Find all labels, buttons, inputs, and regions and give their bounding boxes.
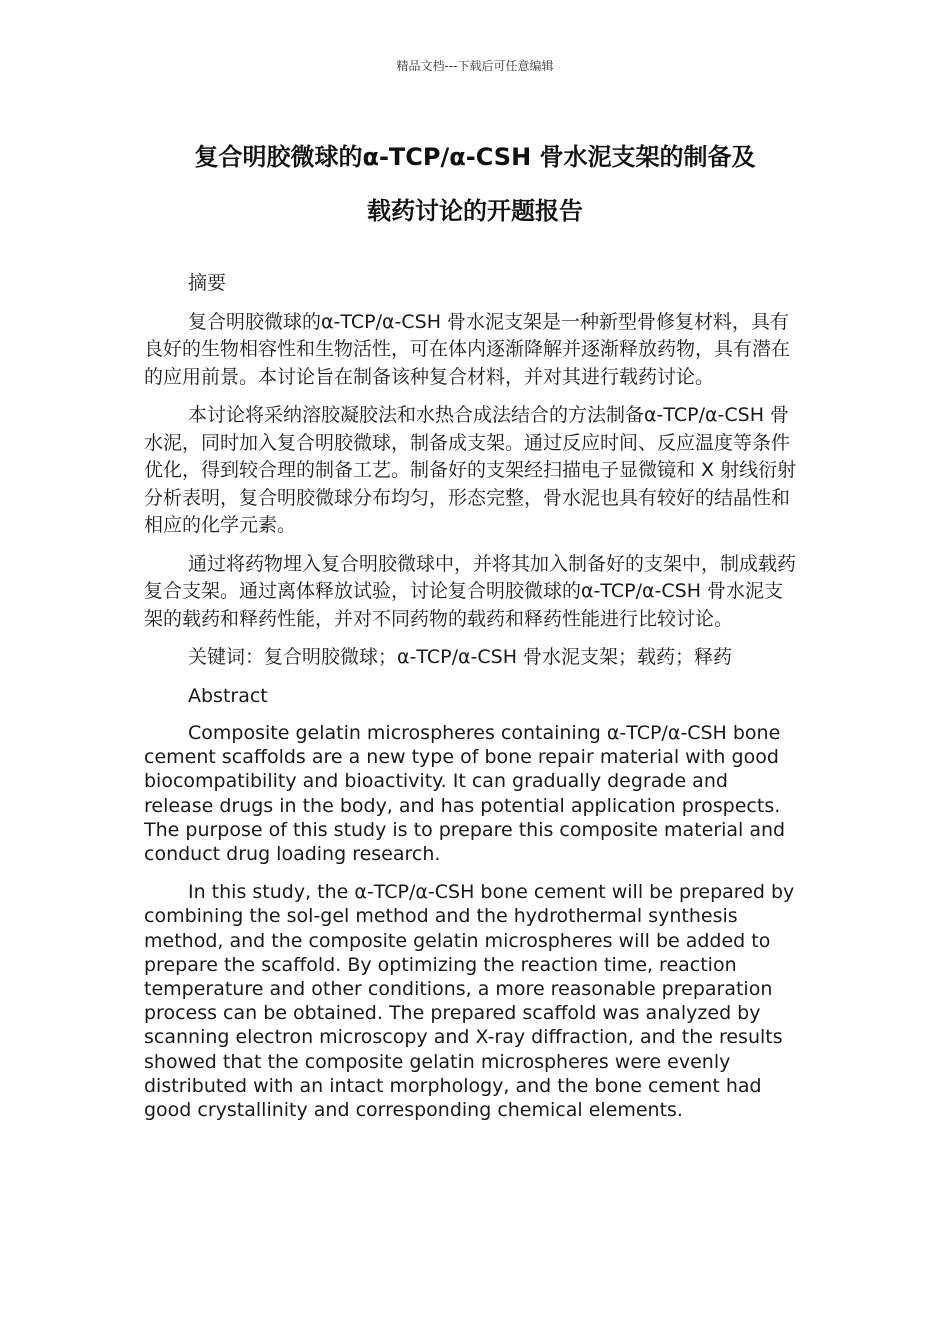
abstract-cn-heading: 摘要 [188, 272, 227, 294]
title-line-1: 复合明胶微球的α-TCP/α-CSH 骨水泥支架的制备及 [194, 143, 756, 171]
header-note: 精品文档---下载后可任意编辑 [396, 59, 554, 73]
abstract-cn-paragraph: 通过将药物埋入复合明胶微球中，并将其加入制备好的支架中，制成载药复合支架。通过离体释放试验，讨论复合明胶微球的α-TCP/α-CSH 骨水泥支架的载药和释药性能，并对不同药物的载药和释药性能进行比较讨论。 [144, 552, 797, 630]
abstract-en-heading: Abstract [188, 684, 268, 707]
page-title [100, 130, 850, 238]
abstract-en-paragraph: Composite gelatin microspheres containing α-TCP/α-CSH bone cement scaffolds are a new type of bone repair material with good biocompatibility and bioactivity. It can gradually degrade and release drugs in the body, and has potential application prospects. The purpose of this study is to prepare this composite material and conduct drug loading research. [144, 722, 786, 866]
document-body [144, 270, 800, 1136]
keywords-line: 关键词：复合明胶微球；α-TCP/α-CSH 骨水泥支架；载药；释药 [188, 646, 733, 668]
title-line-2: 载药讨论的开题报告 [367, 197, 583, 225]
abstract-cn-paragraph: 复合明胶微球的α-TCP/α-CSH 骨水泥支架是一种新型骨修复材料，具有良好的生物相容性和生物活性，可在体内逐渐降解并逐渐释放药物，具有潜在的应用前景。本讨论旨在制备该种复合材料，并对其进行载药讨论。 [144, 310, 791, 388]
abstract-cn-paragraph: 本讨论将采纳溶胶凝胶法和水热合成法结合的方法制备α-TCP/α-CSH 骨水泥，同时加入复合明胶微球，制备成支架。通过反应时间、反应温度等条件优化，得到较合理的制备工艺。制备好的支架经扫描电子显微镜和 X 射线衍射分析表明，复合明胶微球分布均匀，形态完整，骨水泥也具有较好的结晶性和相应的化学元素。 [144, 404, 797, 536]
abstract-en-paragraph: In this study, the α-TCP/α-CSH bone cement will be prepared by combining the sol-gel method and the hydrothermal synthesis method, and the composite gelatin microspheres will be added to prepare the scaffold. By optimizing the reaction time, reaction temperature and other conditions, a more reasonable preparation process can be obtained. The prepared scaffold was analyzed by scanning electron microscopy and X-ray diffraction, and the results showed that the composite gelatin microspheres were evenly distributed with an intact morphology, and the bone cement had good crystallinity and corresponding chemical elements. [144, 881, 795, 1122]
